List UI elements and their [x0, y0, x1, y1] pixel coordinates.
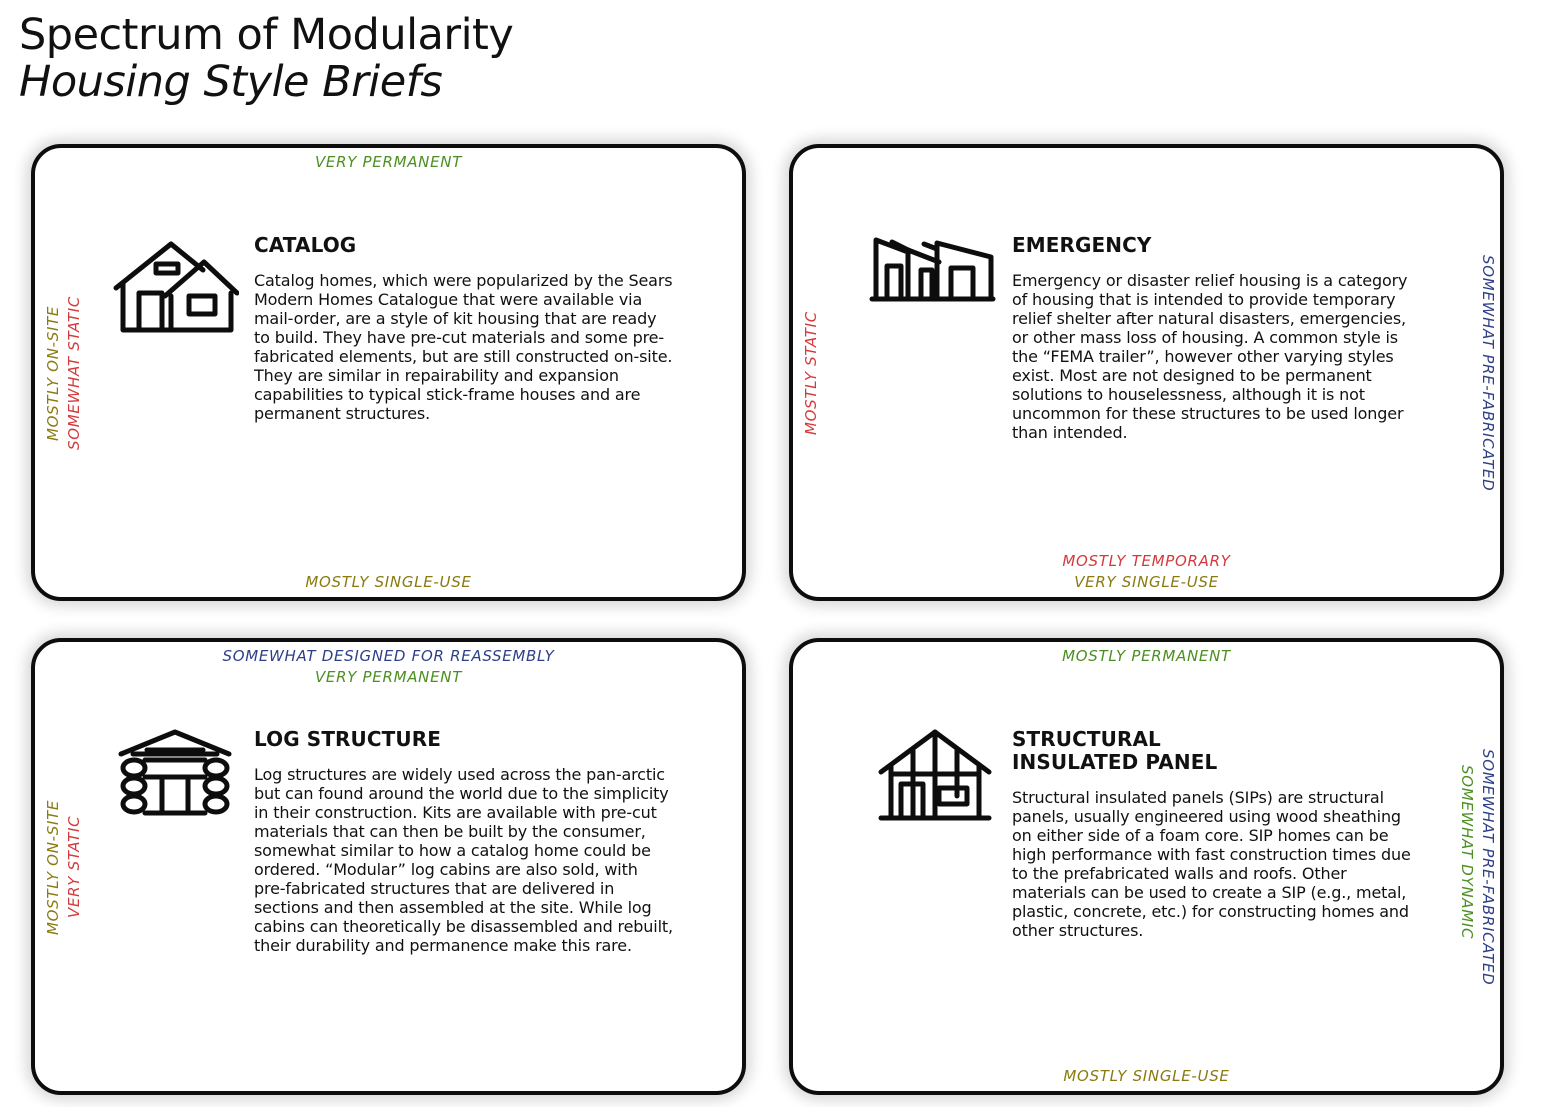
- card-body: Emergency or disaster relief housing is a category of housing that is intended to provide temporary relief shelter after natural disasters, emergencies, or other mass loss of housing. A common style is the “FEMA trailer”, however other varying styles exist. Most are not designed to be permanent solutions to houselessness, although it is not uncommon for these structures to be used longer than intended.: [1012, 271, 1408, 442]
- card-heading-line-2: INSULATED PANEL: [1012, 750, 1218, 774]
- tag-left-1: MOSTLY STATIC: [802, 311, 820, 435]
- tag-top-2: VERY PERMANENT: [314, 668, 463, 686]
- card-body: Catalog homes, which were popularized by the Sears Modern Homes Catalogue that were available via mail-order, are a style of kit housing that are ready to build. They have pre-cut materials and some pre-fabricated elements, but are still constructed on-site. They are similar in repairability and expansion capabilities to typical stick-frame houses and are permanent structures.: [254, 271, 673, 423]
- tag-top: VERY PERMANENT: [314, 153, 463, 171]
- page-subtitle: Housing Style Briefs: [19, 57, 443, 107]
- card-body: Structural insulated panels (SIPs) are structural panels, usually engineered using wood sheathing on either side of a foam core. SIP homes can be high performance with fast construction times due to the prefabricated walls and roofs. Other materials can be used to create a SIP (e.g., metal, plastic, concrete, etc.) for constructing homes and other structures.: [1012, 788, 1411, 940]
- page-title: Spectrum of Modularity: [19, 10, 514, 60]
- tag-left-1: MOSTLY ON-SITE: [44, 799, 62, 935]
- card-structural-insulated-panel: [789, 638, 1504, 1095]
- tag-right-1: SOMEWHAT PRE-FABRICATED: [1479, 748, 1497, 986]
- tag-bottom-1: MOSTLY TEMPORARY: [1062, 552, 1231, 570]
- card-body: Log structures are widely used across the pan-arctic but can found around the world due to the simplicity in their construction. Kits are available with pre-cut materials that can then be built by the consumer, somewhat similar to how a catalog home could be ordered. “Modular” log cabins are also sold, with pre-fabricated structures that are delivered in sections and then assembled at the site. While log cabins can theoretically be disassembled and rebuilt, their durability and permanence make this rare.: [254, 765, 673, 955]
- shelter-row-icon: [869, 232, 997, 304]
- card-heading: CATALOG: [254, 233, 357, 257]
- tag-right-2: SOMEWHAT DYNAMIC: [1458, 764, 1476, 940]
- tag-bottom: MOSTLY SINGLE-USE: [1063, 1067, 1230, 1085]
- card-log-structure: [31, 638, 746, 1095]
- tag-left-1: MOSTLY ON-SITE: [44, 305, 62, 441]
- log-cabin-icon: [117, 728, 233, 820]
- tag-top: MOSTLY PERMANENT: [1062, 647, 1231, 665]
- card-emergency: [789, 144, 1504, 601]
- card-heading: LOG STRUCTURE: [254, 727, 442, 751]
- two-gabled-house-icon: [111, 238, 239, 334]
- card-heading-line-1: STRUCTURAL: [1012, 727, 1161, 751]
- card-heading: EMERGENCY: [1012, 233, 1152, 257]
- tag-left-2: VERY STATIC: [65, 815, 83, 919]
- tag-bottom-2: VERY SINGLE-USE: [1074, 573, 1219, 591]
- tag-right-1: SOMEWHAT PRE-FABRICATED: [1479, 254, 1497, 492]
- card-catalog: [31, 144, 746, 601]
- tag-left-2: SOMEWHAT STATIC: [65, 296, 83, 450]
- tag-bottom: MOSTLY SINGLE-USE: [305, 573, 472, 591]
- panel-frame-house-icon: [877, 726, 993, 822]
- tag-top-1: SOMEWHAT DESIGNED FOR REASSEMBLY: [222, 647, 555, 665]
